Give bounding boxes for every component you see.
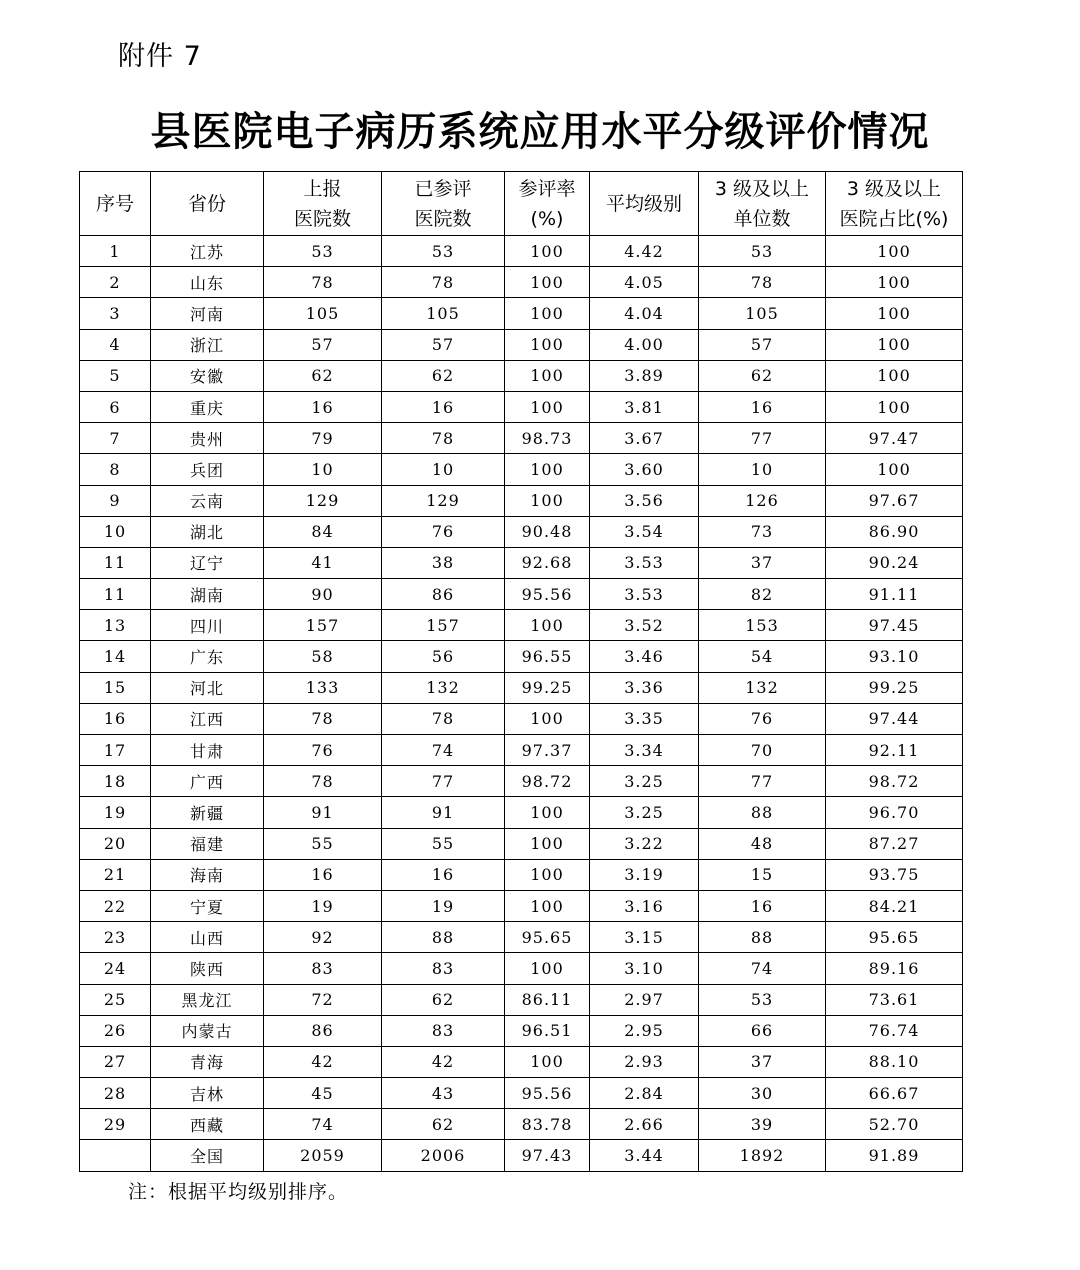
cell-level3-ratio: 100 [826, 391, 963, 422]
cell-evaluated: 74 [382, 735, 505, 766]
table-row [80, 1015, 963, 1046]
cell-level3-units: 1892 [699, 1140, 826, 1171]
table-row [80, 953, 963, 984]
cell-level3-units: 62 [699, 360, 826, 391]
cell-province: 兵团 [151, 454, 264, 485]
cell-level3-ratio: 100 [826, 267, 963, 298]
cell-avg-level: 3.53 [590, 579, 699, 610]
cell-seq: 5 [80, 360, 151, 391]
cell-rate: 100 [505, 298, 590, 329]
cell-seq: 4 [80, 329, 151, 360]
cell-level3-units: 126 [699, 485, 826, 516]
cell-avg-level: 4.00 [590, 329, 699, 360]
cell-reported: 84 [264, 516, 382, 547]
cell-level3-ratio: 93.10 [826, 641, 963, 672]
cell-province: 河南 [151, 298, 264, 329]
cell-evaluated: 38 [382, 547, 505, 578]
table-row [80, 984, 963, 1015]
table-row [80, 298, 963, 329]
cell-province: 福建 [151, 828, 264, 859]
cell-avg-level: 2.97 [590, 984, 699, 1015]
cell-level3-units: 105 [699, 298, 826, 329]
header-rate: 参评率 (%) [505, 172, 590, 236]
cell-rate: 100 [505, 454, 590, 485]
cell-rate: 100 [505, 360, 590, 391]
cell-evaluated: 76 [382, 516, 505, 547]
cell-level3-units: 74 [699, 953, 826, 984]
cell-evaluated: 88 [382, 922, 505, 953]
cell-level3-ratio: 97.47 [826, 423, 963, 454]
cell-level3-units: 30 [699, 1078, 826, 1109]
table-row [80, 329, 963, 360]
cell-rate: 100 [505, 236, 590, 267]
cell-level3-units: 76 [699, 703, 826, 734]
cell-avg-level: 3.25 [590, 766, 699, 797]
cell-reported: 90 [264, 579, 382, 610]
cell-seq: 7 [80, 423, 151, 454]
cell-avg-level: 2.84 [590, 1078, 699, 1109]
header-avg-level: 平均级别 [590, 172, 699, 236]
cell-rate: 100 [505, 329, 590, 360]
cell-province: 湖南 [151, 579, 264, 610]
cell-seq: 21 [80, 859, 151, 890]
header-level3-ratio: 3 级及以上 医院占比(%) [826, 172, 963, 236]
cell-level3-units: 53 [699, 236, 826, 267]
cell-avg-level: 2.95 [590, 1015, 699, 1046]
cell-level3-units: 16 [699, 890, 826, 921]
cell-avg-level: 4.42 [590, 236, 699, 267]
cell-seq: 10 [80, 516, 151, 547]
cell-reported: 16 [264, 859, 382, 890]
cell-avg-level: 3.46 [590, 641, 699, 672]
table-row [80, 797, 963, 828]
cell-rate: 100 [505, 953, 590, 984]
header-evaluated: 已参评 医院数 [382, 172, 505, 236]
cell-seq: 9 [80, 485, 151, 516]
cell-seq: 22 [80, 890, 151, 921]
cell-avg-level: 3.89 [590, 360, 699, 391]
cell-evaluated: 62 [382, 1109, 505, 1140]
cell-reported: 133 [264, 672, 382, 703]
cell-evaluated: 16 [382, 391, 505, 422]
cell-province: 吉林 [151, 1078, 264, 1109]
table-row [80, 454, 963, 485]
cell-seq: 20 [80, 828, 151, 859]
cell-province: 安徽 [151, 360, 264, 391]
cell-reported: 129 [264, 485, 382, 516]
cell-level3-ratio: 100 [826, 454, 963, 485]
cell-evaluated: 62 [382, 360, 505, 391]
cell-rate: 100 [505, 391, 590, 422]
cell-level3-ratio: 97.67 [826, 485, 963, 516]
cell-rate: 90.48 [505, 516, 590, 547]
cell-rate: 83.78 [505, 1109, 590, 1140]
cell-seq: 23 [80, 922, 151, 953]
cell-rate: 100 [505, 890, 590, 921]
cell-province: 广东 [151, 641, 264, 672]
cell-province: 河北 [151, 672, 264, 703]
cell-level3-units: 82 [699, 579, 826, 610]
cell-level3-ratio: 86.90 [826, 516, 963, 547]
cell-avg-level: 3.60 [590, 454, 699, 485]
cell-rate: 100 [505, 267, 590, 298]
cell-reported: 55 [264, 828, 382, 859]
cell-seq: 13 [80, 610, 151, 641]
cell-seq [80, 1140, 151, 1171]
cell-reported: 83 [264, 953, 382, 984]
cell-seq: 3 [80, 298, 151, 329]
cell-level3-units: 54 [699, 641, 826, 672]
cell-level3-units: 132 [699, 672, 826, 703]
cell-level3-units: 153 [699, 610, 826, 641]
cell-province: 黑龙江 [151, 984, 264, 1015]
cell-rate: 98.73 [505, 423, 590, 454]
cell-avg-level: 3.34 [590, 735, 699, 766]
cell-reported: 41 [264, 547, 382, 578]
cell-avg-level: 2.66 [590, 1109, 699, 1140]
cell-evaluated: 78 [382, 703, 505, 734]
cell-level3-units: 78 [699, 267, 826, 298]
cell-evaluated: 105 [382, 298, 505, 329]
table-header-row [80, 172, 963, 236]
cell-avg-level: 3.22 [590, 828, 699, 859]
cell-level3-units: 48 [699, 828, 826, 859]
cell-reported: 57 [264, 329, 382, 360]
cell-level3-ratio: 76.74 [826, 1015, 963, 1046]
cell-seq: 2 [80, 267, 151, 298]
cell-rate: 100 [505, 828, 590, 859]
cell-seq: 8 [80, 454, 151, 485]
cell-seq: 1 [80, 236, 151, 267]
table-row [80, 236, 963, 267]
cell-evaluated: 53 [382, 236, 505, 267]
cell-reported: 19 [264, 890, 382, 921]
table-row [80, 360, 963, 391]
cell-level3-ratio: 96.70 [826, 797, 963, 828]
cell-evaluated: 77 [382, 766, 505, 797]
cell-level3-units: 53 [699, 984, 826, 1015]
cell-reported: 92 [264, 922, 382, 953]
cell-level3-ratio: 92.11 [826, 735, 963, 766]
cell-level3-ratio: 100 [826, 236, 963, 267]
cell-rate: 100 [505, 703, 590, 734]
cell-rate: 100 [505, 1046, 590, 1077]
cell-province: 云南 [151, 485, 264, 516]
cell-rate: 97.37 [505, 735, 590, 766]
cell-evaluated: 132 [382, 672, 505, 703]
cell-rate: 95.65 [505, 922, 590, 953]
table-row [80, 735, 963, 766]
cell-reported: 78 [264, 703, 382, 734]
cell-avg-level: 3.44 [590, 1140, 699, 1171]
cell-level3-ratio: 97.44 [826, 703, 963, 734]
cell-reported: 72 [264, 984, 382, 1015]
cell-level3-ratio: 91.11 [826, 579, 963, 610]
cell-level3-units: 16 [699, 391, 826, 422]
table-row [80, 267, 963, 298]
cell-province: 浙江 [151, 329, 264, 360]
cell-seq: 29 [80, 1109, 151, 1140]
table-row [80, 423, 963, 454]
table-row [80, 766, 963, 797]
cell-avg-level: 3.36 [590, 672, 699, 703]
cell-evaluated: 10 [382, 454, 505, 485]
table-row [80, 485, 963, 516]
cell-level3-ratio: 88.10 [826, 1046, 963, 1077]
cell-rate: 98.72 [505, 766, 590, 797]
cell-reported: 91 [264, 797, 382, 828]
cell-rate: 96.55 [505, 641, 590, 672]
cell-avg-level: 3.10 [590, 953, 699, 984]
cell-avg-level: 2.93 [590, 1046, 699, 1077]
cell-avg-level: 3.25 [590, 797, 699, 828]
table-row [80, 1140, 963, 1171]
cell-level3-units: 88 [699, 797, 826, 828]
header-reported: 上报 医院数 [264, 172, 382, 236]
cell-level3-ratio: 99.25 [826, 672, 963, 703]
cell-reported: 53 [264, 236, 382, 267]
table-row [80, 579, 963, 610]
cell-avg-level: 3.53 [590, 547, 699, 578]
table-row [80, 1046, 963, 1077]
cell-reported: 10 [264, 454, 382, 485]
cell-level3-ratio: 95.65 [826, 922, 963, 953]
cell-seq: 27 [80, 1046, 151, 1077]
cell-province: 山东 [151, 267, 264, 298]
cell-avg-level: 3.81 [590, 391, 699, 422]
cell-seq: 26 [80, 1015, 151, 1046]
table-row [80, 1109, 963, 1140]
cell-level3-ratio: 98.72 [826, 766, 963, 797]
cell-province: 甘肃 [151, 735, 264, 766]
cell-province: 全国 [151, 1140, 264, 1171]
cell-province: 辽宁 [151, 547, 264, 578]
cell-avg-level: 3.56 [590, 485, 699, 516]
cell-seq: 18 [80, 766, 151, 797]
cell-province: 宁夏 [151, 890, 264, 921]
cell-evaluated: 78 [382, 267, 505, 298]
table-row [80, 641, 963, 672]
cell-level3-ratio: 97.45 [826, 610, 963, 641]
cell-province: 湖北 [151, 516, 264, 547]
cell-evaluated: 16 [382, 859, 505, 890]
cell-seq: 11 [80, 547, 151, 578]
cell-level3-ratio: 91.89 [826, 1140, 963, 1171]
cell-seq: 28 [80, 1078, 151, 1109]
table-row [80, 610, 963, 641]
cell-level3-units: 77 [699, 766, 826, 797]
cell-reported: 58 [264, 641, 382, 672]
cell-seq: 16 [80, 703, 151, 734]
cell-rate: 95.56 [505, 1078, 590, 1109]
cell-province: 陕西 [151, 953, 264, 984]
cell-level3-units: 73 [699, 516, 826, 547]
cell-evaluated: 56 [382, 641, 505, 672]
cell-province: 新疆 [151, 797, 264, 828]
evaluation-table [79, 171, 963, 1172]
cell-evaluated: 83 [382, 953, 505, 984]
cell-reported: 16 [264, 391, 382, 422]
cell-rate: 100 [505, 859, 590, 890]
cell-evaluated: 91 [382, 797, 505, 828]
cell-level3-units: 37 [699, 1046, 826, 1077]
header-province: 省份 [151, 172, 264, 236]
cell-evaluated: 57 [382, 329, 505, 360]
cell-evaluated: 42 [382, 1046, 505, 1077]
cell-province: 重庆 [151, 391, 264, 422]
cell-reported: 78 [264, 766, 382, 797]
cell-level3-units: 77 [699, 423, 826, 454]
cell-evaluated: 19 [382, 890, 505, 921]
cell-reported: 42 [264, 1046, 382, 1077]
cell-evaluated: 86 [382, 579, 505, 610]
cell-level3-ratio: 73.61 [826, 984, 963, 1015]
attachment-label: 附件 7 [118, 41, 202, 72]
cell-rate: 92.68 [505, 547, 590, 578]
cell-reported: 2059 [264, 1140, 382, 1171]
cell-level3-ratio: 100 [826, 360, 963, 391]
cell-level3-units: 88 [699, 922, 826, 953]
table-row [80, 547, 963, 578]
cell-level3-ratio: 84.21 [826, 890, 963, 921]
cell-avg-level: 3.19 [590, 859, 699, 890]
table-row [80, 1078, 963, 1109]
cell-rate: 86.11 [505, 984, 590, 1015]
cell-rate: 97.43 [505, 1140, 590, 1171]
table-row [80, 859, 963, 890]
cell-province: 内蒙古 [151, 1015, 264, 1046]
cell-reported: 86 [264, 1015, 382, 1046]
cell-level3-ratio: 90.24 [826, 547, 963, 578]
cell-province: 江西 [151, 703, 264, 734]
table-row [80, 391, 963, 422]
cell-seq: 6 [80, 391, 151, 422]
header-level3-units: 3 级及以上 单位数 [699, 172, 826, 236]
cell-avg-level: 3.15 [590, 922, 699, 953]
cell-level3-units: 39 [699, 1109, 826, 1140]
cell-province: 四川 [151, 610, 264, 641]
cell-level3-units: 37 [699, 547, 826, 578]
footnote: 注：根据平均级别排序。 [128, 1181, 349, 1203]
cell-rate: 100 [505, 485, 590, 516]
cell-seq: 15 [80, 672, 151, 703]
cell-level3-ratio: 100 [826, 329, 963, 360]
cell-level3-ratio: 87.27 [826, 828, 963, 859]
cell-seq: 17 [80, 735, 151, 766]
cell-avg-level: 3.52 [590, 610, 699, 641]
table-row [80, 890, 963, 921]
page-title: 县医院电子病历系统应用水平分级评价情况 [150, 109, 930, 155]
cell-seq: 11 [80, 579, 151, 610]
cell-evaluated: 157 [382, 610, 505, 641]
cell-level3-units: 15 [699, 859, 826, 890]
cell-rate: 99.25 [505, 672, 590, 703]
header-seq: 序号 [80, 172, 151, 236]
cell-evaluated: 43 [382, 1078, 505, 1109]
cell-reported: 62 [264, 360, 382, 391]
cell-reported: 78 [264, 267, 382, 298]
cell-evaluated: 78 [382, 423, 505, 454]
cell-level3-ratio: 66.67 [826, 1078, 963, 1109]
cell-level3-units: 10 [699, 454, 826, 485]
cell-level3-ratio: 93.75 [826, 859, 963, 890]
table-row [80, 703, 963, 734]
cell-avg-level: 4.05 [590, 267, 699, 298]
cell-reported: 79 [264, 423, 382, 454]
cell-seq: 14 [80, 641, 151, 672]
cell-reported: 157 [264, 610, 382, 641]
cell-rate: 100 [505, 797, 590, 828]
cell-level3-ratio: 52.70 [826, 1109, 963, 1140]
cell-level3-ratio: 89.16 [826, 953, 963, 984]
cell-avg-level: 3.16 [590, 890, 699, 921]
cell-avg-level: 3.35 [590, 703, 699, 734]
table-row [80, 922, 963, 953]
cell-seq: 19 [80, 797, 151, 828]
cell-seq: 24 [80, 953, 151, 984]
cell-province: 海南 [151, 859, 264, 890]
cell-province: 广西 [151, 766, 264, 797]
cell-province: 西藏 [151, 1109, 264, 1140]
cell-evaluated: 129 [382, 485, 505, 516]
cell-avg-level: 3.54 [590, 516, 699, 547]
cell-avg-level: 4.04 [590, 298, 699, 329]
cell-reported: 45 [264, 1078, 382, 1109]
cell-reported: 74 [264, 1109, 382, 1140]
cell-province: 青海 [151, 1046, 264, 1077]
cell-rate: 100 [505, 610, 590, 641]
cell-province: 贵州 [151, 423, 264, 454]
cell-province: 山西 [151, 922, 264, 953]
cell-reported: 76 [264, 735, 382, 766]
cell-level3-units: 66 [699, 1015, 826, 1046]
cell-reported: 105 [264, 298, 382, 329]
cell-evaluated: 62 [382, 984, 505, 1015]
cell-rate: 96.51 [505, 1015, 590, 1046]
cell-evaluated: 2006 [382, 1140, 505, 1171]
cell-level3-ratio: 100 [826, 298, 963, 329]
cell-rate: 95.56 [505, 579, 590, 610]
table-body [80, 236, 963, 1172]
cell-avg-level: 3.67 [590, 423, 699, 454]
cell-level3-units: 57 [699, 329, 826, 360]
table-row [80, 516, 963, 547]
cell-evaluated: 55 [382, 828, 505, 859]
cell-level3-units: 70 [699, 735, 826, 766]
cell-province: 江苏 [151, 236, 264, 267]
table-row [80, 672, 963, 703]
table-row [80, 828, 963, 859]
cell-evaluated: 83 [382, 1015, 505, 1046]
cell-seq: 25 [80, 984, 151, 1015]
